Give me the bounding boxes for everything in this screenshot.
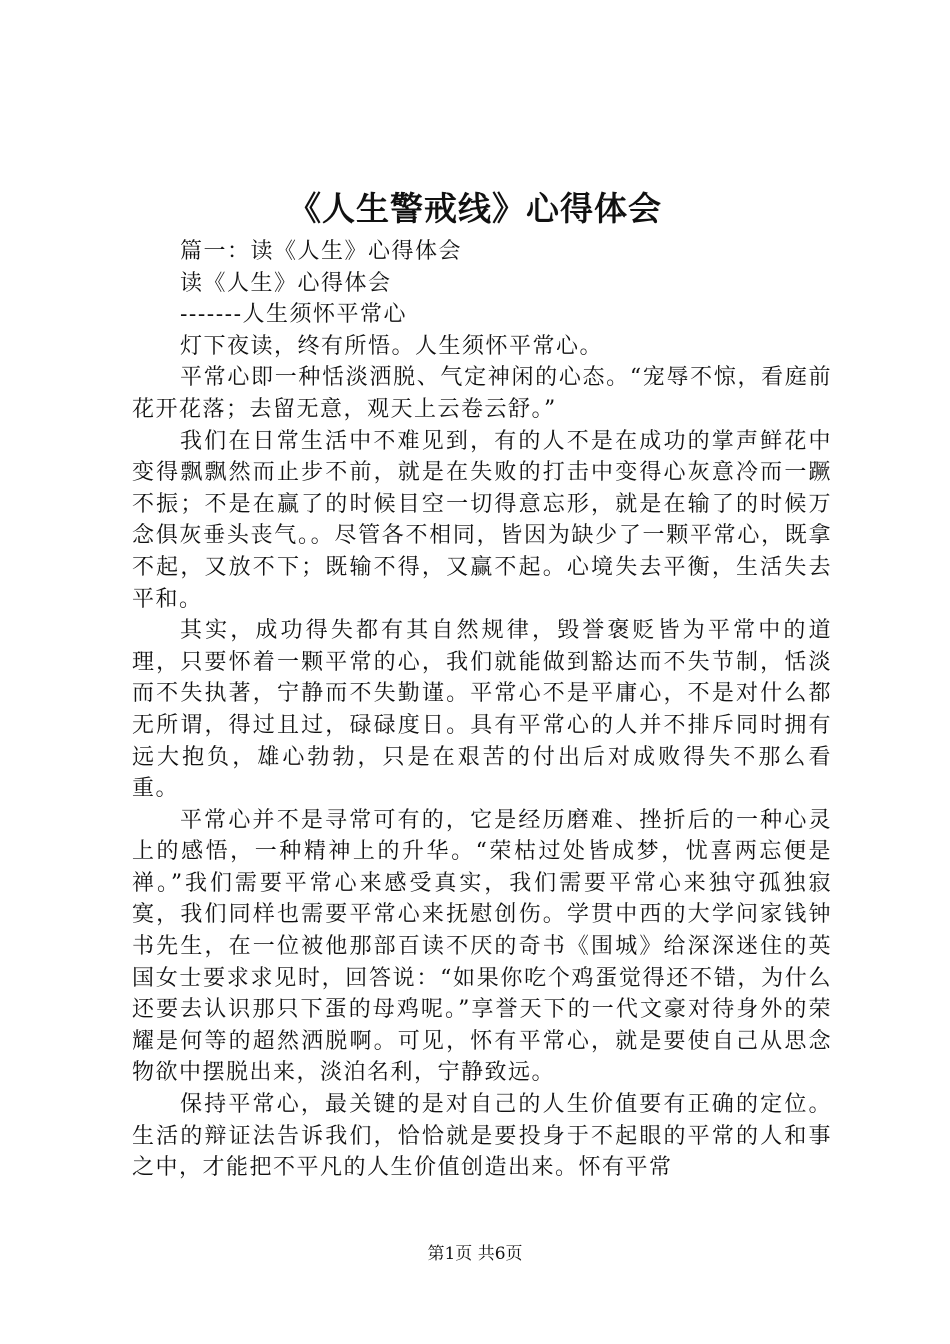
body-paragraph: 我们在日常生活中不难见到，有的人不是在成功的掌声鲜花中变得飘飘然而止步不前，就是在失败的打击中变得心灰意冷而一蹶不振；不是在赢了的时候目空一切得意忘形，就是在输了的时候万念俱灰垂头丧气。。尽管各不相同，皆因为缺少了一颗平常心，既拿不起，又放不下；既输不得，又赢不起。心境失去平衡，生活失去平和。 bbox=[132, 428, 832, 612]
body-paragraph: 平常心即一种恬淡洒脱、气定神闲的心态。“宠辱不惊，看庭前花开花落；去留无意，观天上云卷云舒。” bbox=[132, 365, 832, 422]
body-paragraph: 平常心并不是寻常可有的，它是经历磨难、挫折后的一种心灵上的感悟，一种精神上的升华。“荣枯过处皆成梦，忧喜两忘便是禅。”我们需要平常心来感受真实，我们需要平常心来独守孤独寂寞，我们同样也需要平常心来抚慰创伤。学贯中西的大学问家钱钟书先生，在一位被他那部百读不厌的奇书《围城》给深深迷住的英国女士要求求见时，回答说：“如果你吃个鸡蛋觉得还不错，为什么还要去认识那只下蛋的母鸡呢。”享誉天下的一代文豪对待身外的荣耀是何等的超然洒脱啊。可见，怀有平常心，就是要使自己从思念物欲中摆脱出来，淡泊名利，宁静致远。 bbox=[132, 807, 832, 1086]
body-paragraph: 其实，成功得失都有其自然规律，毁誉褒贬皆为平常中的道理，只要怀着一颗平常的心，我们就能做到豁达而不失节制，恬淡而不失执著，宁静而不失勤谨。平常心不是平庸心，不是对什么都无所谓，得过且过，碌碌度日。具有平常心的人并不排斥同时拥有远大抱负，雄心勃勃，只是在艰苦的付出后对成败得失不那么看重。 bbox=[132, 618, 832, 802]
body-paragraph: 灯下夜读，终有所悟。人生须怀平常心。 bbox=[180, 333, 604, 359]
document-body bbox=[132, 236, 832, 1184]
page-number-footer: 第1页 共6页 bbox=[427, 1244, 523, 1264]
article-title: 读《人生》心得体会 bbox=[180, 270, 392, 296]
article-subtitle: -------人生须怀平常心 bbox=[180, 302, 408, 328]
body-paragraph: 保持平常心，最关键的是对自己的人生价值要有正确的定位。生活的辩证法告诉我们，恰恰就是要投身于不起眼的平常的人和事之中，才能把不平凡的人生价值创造出来。怀有平常 bbox=[132, 1092, 832, 1181]
document-title: 《人生警戒线》心得体会 bbox=[288, 189, 662, 228]
section-heading: 篇一：读《人生》心得体会 bbox=[180, 239, 463, 264]
